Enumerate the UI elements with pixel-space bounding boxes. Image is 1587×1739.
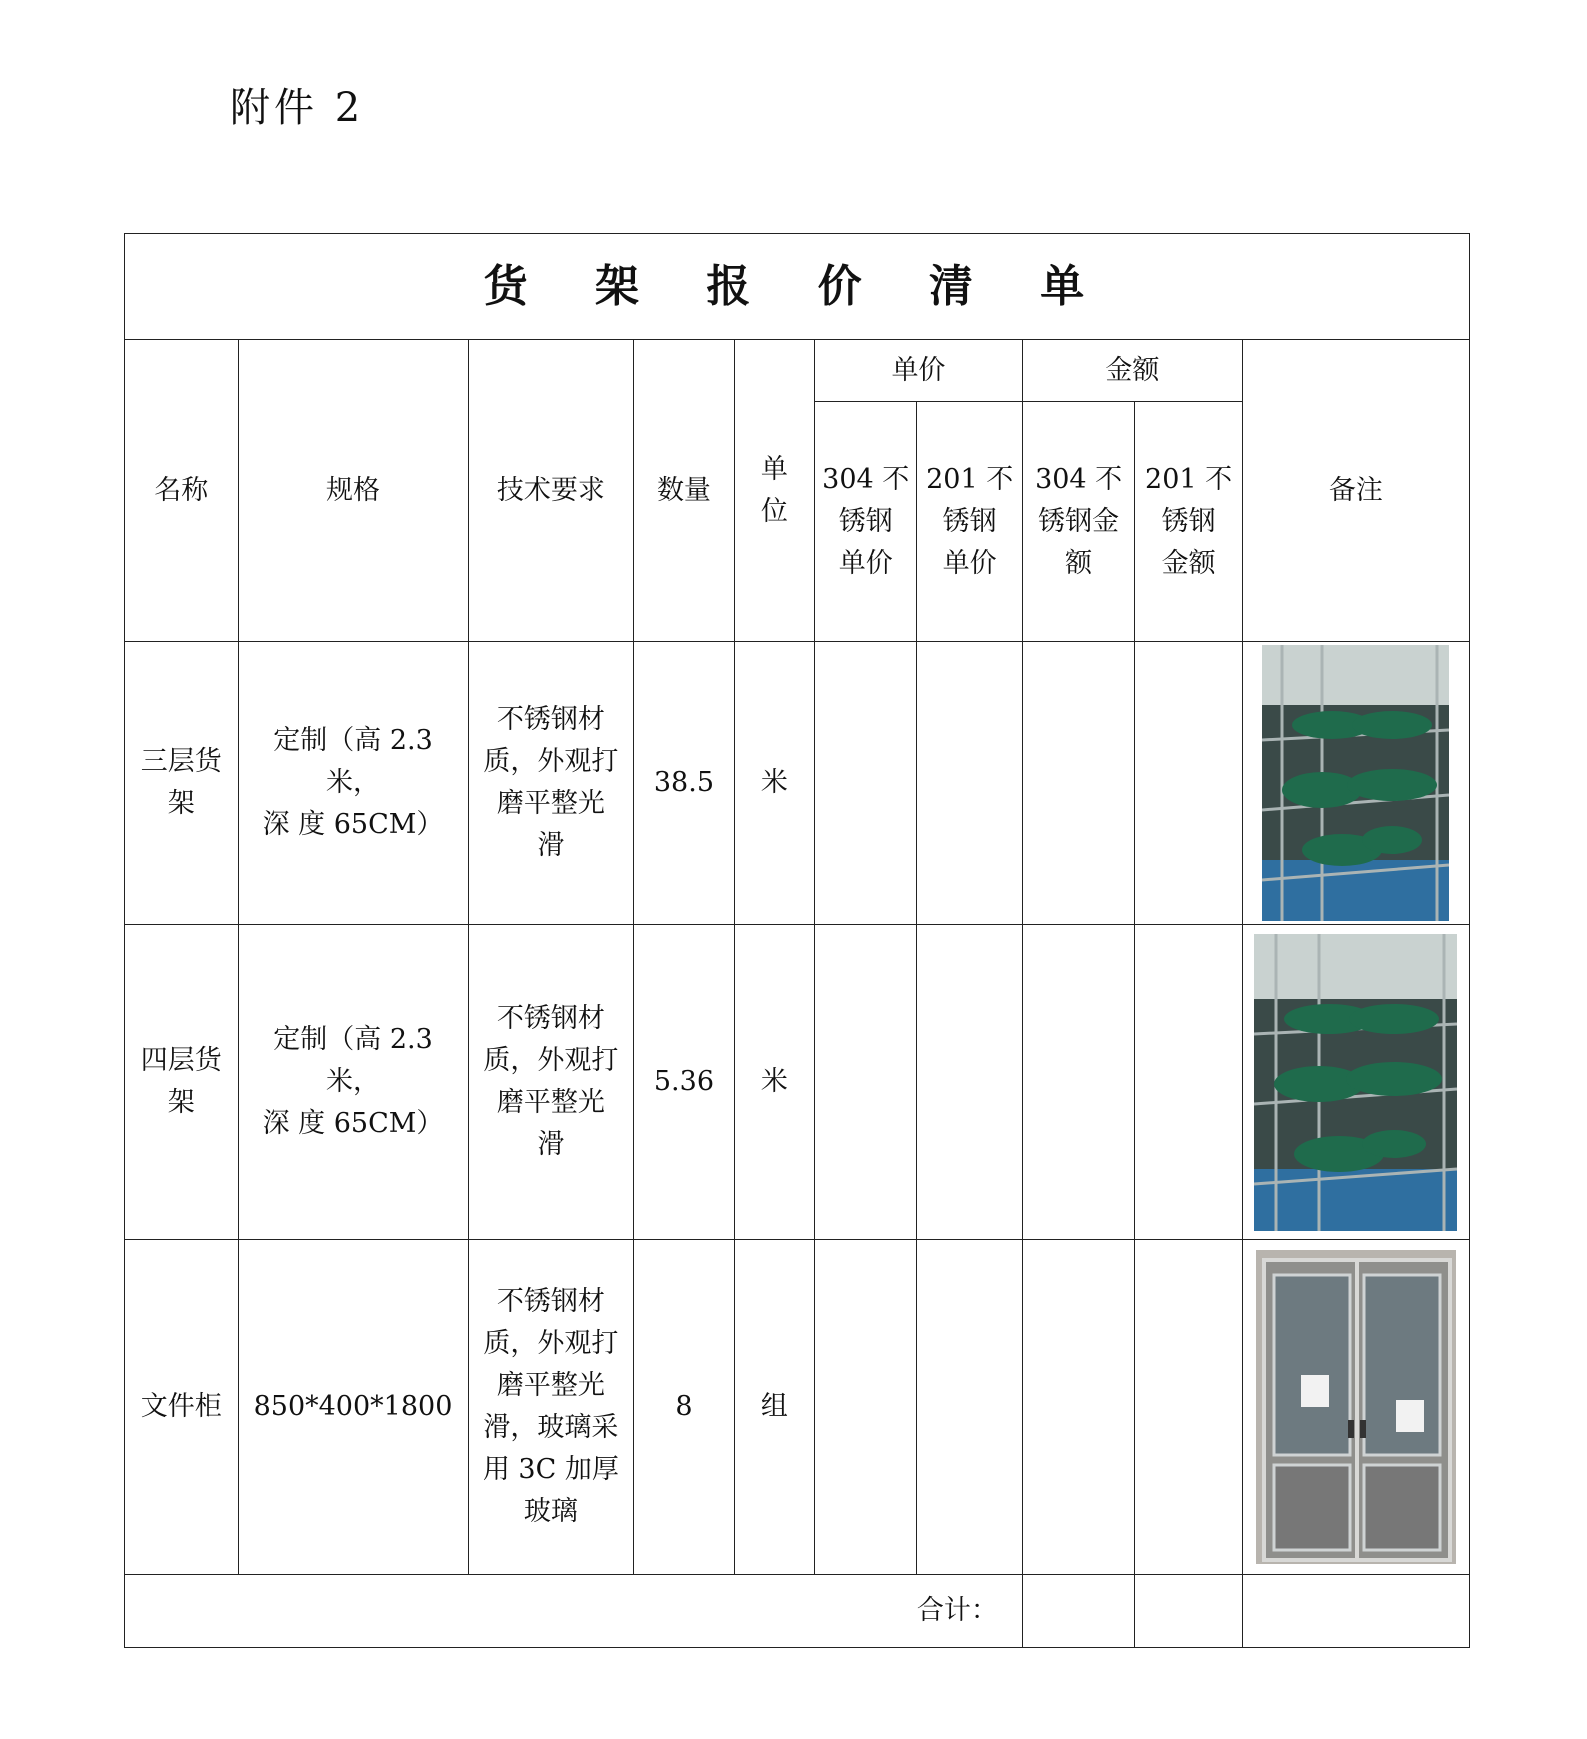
header-spec: 规格: [238, 340, 468, 642]
row-201-amount: [1135, 925, 1242, 1240]
row-name: 文件柜: [125, 1240, 239, 1575]
row-304-amount: [1022, 1240, 1134, 1575]
row-remark: [1242, 642, 1469, 925]
table-row: [125, 925, 1470, 1240]
total-row: [125, 1575, 1470, 1648]
header-amount: 金额: [1022, 340, 1242, 402]
header-qty: 数量: [634, 340, 734, 642]
attachment-label: 附件 2: [230, 85, 365, 131]
row-tech: 不锈钢材 质，外观打 磨平整光 滑: [468, 925, 634, 1240]
row-spec: 850*400*1800: [238, 1240, 468, 1575]
row-tech: 不锈钢材 质，外观打 磨平整光 滑，玻璃采 用 3C 加厚 玻璃: [468, 1240, 634, 1575]
total-label: 合计：: [125, 1575, 1023, 1648]
row-name: 三层货 架: [125, 642, 239, 925]
header-unit: 单 位: [734, 340, 814, 642]
total-304-amount: [1022, 1575, 1134, 1648]
row-201-price: [917, 1240, 1022, 1575]
table-row: [125, 1240, 1470, 1575]
row-304-price: [815, 1240, 917, 1575]
row-spec: 定制（高 2.3 米， 深 度 65CM）: [238, 642, 468, 925]
total-remark: [1242, 1575, 1469, 1648]
row-unit: 组: [734, 1240, 814, 1575]
header-201-amount: 201 不 锈钢 金额: [1135, 402, 1242, 642]
row-304-price: [815, 642, 917, 925]
header-unit-price: 单价: [815, 340, 1023, 402]
row-name: 四层货 架: [125, 925, 239, 1240]
header-remark: 备注: [1242, 340, 1469, 642]
file-cabinet-photo: [1256, 1250, 1456, 1564]
header-304-amount: 304 不 锈钢金 额: [1022, 402, 1134, 642]
row-unit: 米: [734, 925, 814, 1240]
row-304-price: [815, 925, 917, 1240]
row-qty: 5.36: [634, 925, 734, 1240]
row-qty: 38.5: [634, 642, 734, 925]
row-201-price: [917, 925, 1022, 1240]
table-row: [125, 642, 1470, 925]
row-qty: 8: [634, 1240, 734, 1575]
header-name: 名称: [125, 340, 239, 642]
three-tier-rack-photo: [1262, 645, 1449, 921]
row-304-amount: [1022, 925, 1134, 1240]
header-tech: 技术要求: [468, 340, 634, 642]
quote-table: [124, 233, 1470, 1648]
row-spec: 定制（高 2.3 米， 深 度 65CM）: [238, 925, 468, 1240]
table-title: 货 架 报 价 清 单: [125, 234, 1470, 340]
row-remark: [1242, 925, 1469, 1240]
total-201-amount: [1135, 1575, 1242, 1648]
row-201-amount: [1135, 642, 1242, 925]
row-tech: 不锈钢材 质，外观打 磨平整光 滑: [468, 642, 634, 925]
row-unit: 米: [734, 642, 814, 925]
header-304-unit-price: 304 不 锈钢 单价: [815, 402, 917, 642]
row-304-amount: [1022, 642, 1134, 925]
row-remark: [1242, 1240, 1469, 1575]
row-201-amount: [1135, 1240, 1242, 1575]
four-tier-rack-photo: [1254, 934, 1457, 1231]
header-201-unit-price: 201 不 锈钢 单价: [917, 402, 1022, 642]
row-201-price: [917, 642, 1022, 925]
